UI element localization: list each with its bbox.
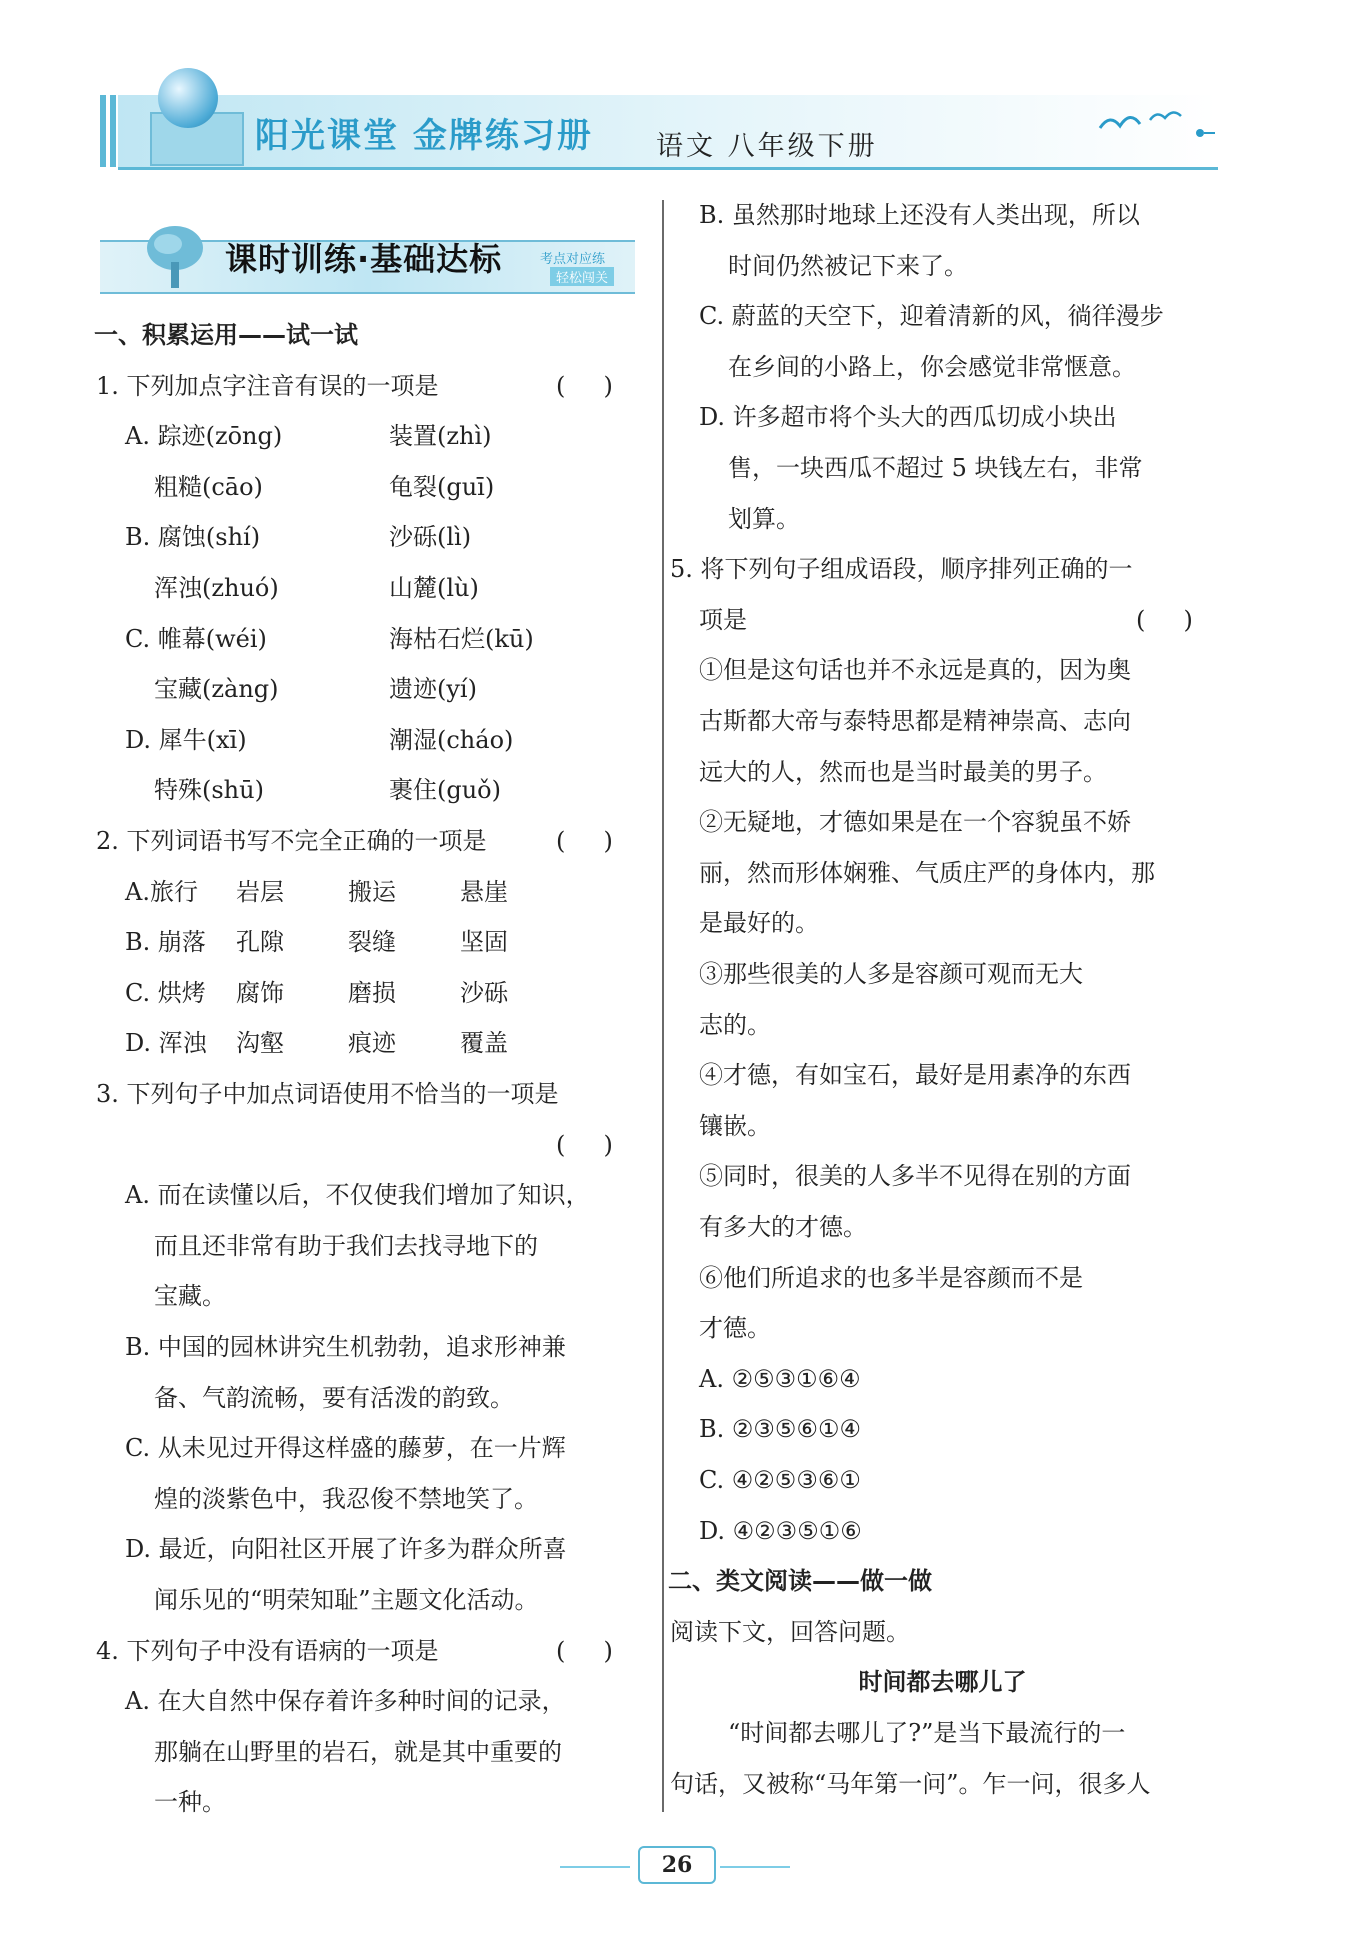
- text-line: 备、气韵流畅，要有活泼的韵致。: [154, 1383, 514, 1412]
- text-line: A.旅行: [125, 877, 198, 906]
- text-line: B. ②③⑤⑥①④: [699, 1415, 861, 1444]
- text-line: 时间仍然被记下来了。: [728, 251, 968, 280]
- text-line: 浑浊(zhuó): [154, 574, 279, 602]
- text-line: A. ②⑤③①⑥④: [699, 1364, 861, 1393]
- option-pair: 龟裂(guī): [389, 472, 495, 501]
- passage-title: 时间都去哪儿了: [858, 1668, 1027, 1697]
- text-line: D. 犀牛(xī): [125, 725, 247, 754]
- option-pair: 山麓(lù): [389, 574, 479, 602]
- option-pair: 装置(zhì): [389, 422, 492, 451]
- text-line: 句话，又被称“马年第一问”。乍一问，很多人: [670, 1769, 1151, 1798]
- text-line: A. 踪迹(zōng): [125, 422, 283, 451]
- option-pair: 潮湿(cháo): [389, 725, 514, 754]
- text-line: B. 虽然那时地球上还没有人类出现，所以: [699, 201, 1140, 229]
- text-line: 划算。: [728, 504, 800, 533]
- text-line: A. 在大自然中保存着许多种时间的记录，: [125, 1687, 566, 1716]
- word-option: 沟壑: [236, 1029, 284, 1058]
- text-line: 才德。: [699, 1314, 771, 1343]
- birds-icon: [1095, 98, 1215, 138]
- footer-ornament-right: [720, 1866, 790, 1868]
- word-option: 搬运: [348, 877, 396, 906]
- text-line: 是最好的。: [699, 909, 819, 938]
- header-stripe: [110, 95, 116, 167]
- text-line: 1. 下列加点字注音有误的一项是: [96, 371, 439, 400]
- word-option: 腐饰: [236, 978, 284, 1007]
- text-line: ①但是这句话也并不永远是真的，因为奥: [699, 656, 1131, 685]
- text-line: 有多大的才德。: [699, 1213, 867, 1241]
- text-line: “时间都去哪儿了?”是当下最流行的一: [728, 1719, 1126, 1747]
- globe-icon: [158, 68, 218, 128]
- section-heading: 一、积累运用——试一试: [94, 321, 358, 349]
- text-line: C. ④②⑤③⑥①: [699, 1466, 861, 1494]
- text-line: B. 中国的园林讲究生机勃勃，追求形神兼: [125, 1333, 566, 1361]
- text-line: 煌的淡紫色中，我忍俊不禁地笑了。: [154, 1484, 538, 1513]
- word-option: 悬崖: [460, 877, 508, 906]
- text-line: ④才德，有如宝石，最好是用素净的东西: [699, 1061, 1131, 1090]
- text-line: 那躺在山野里的岩石，就是其中重要的: [154, 1737, 562, 1766]
- answer-blank: ( ): [556, 827, 613, 855]
- answer-blank: ( ): [556, 371, 613, 400]
- page-number: 26: [638, 1846, 716, 1884]
- word-option: 坚固: [460, 928, 508, 957]
- header-stripe: [100, 95, 106, 167]
- word-option: 痕迹: [348, 1029, 396, 1058]
- text-line: 古斯都大帝与泰特思都是精神崇高、志向: [699, 707, 1131, 735]
- text-line: B. 腐蚀(shí): [125, 523, 261, 552]
- text-line: 4. 下列句子中没有语病的一项是: [96, 1636, 439, 1665]
- section-heading: 二、类文阅读——做一做: [668, 1567, 932, 1596]
- subject-grade: 语文 八年级下册: [656, 131, 878, 162]
- word-option: 孔隙: [236, 928, 284, 957]
- text-line: C. 帷幕(wéi): [125, 624, 267, 653]
- text-line: 镶嵌。: [699, 1111, 771, 1140]
- answer-blank: ( ): [556, 1130, 613, 1159]
- text-line: D. ④②③⑤①⑥: [699, 1516, 862, 1545]
- text-line: 售，一块西瓜不超过 5 块钱左右，非常: [728, 454, 1143, 482]
- option-pair: 海枯石烂(kū): [389, 624, 534, 653]
- banner-tag-level: 轻松闯关: [550, 267, 614, 286]
- option-pair: 裹住(guǒ): [389, 776, 501, 805]
- text-line: 丽，然而形体娴雅、气质庄严的身体内，那: [699, 858, 1155, 887]
- text-line: 一种。: [154, 1788, 226, 1817]
- text-line: 远大的人，然而也是当时最美的男子。: [699, 757, 1107, 786]
- text-line: ⑤同时，很美的人多半不见得在别的方面: [699, 1162, 1131, 1191]
- text-line: 志的。: [699, 1010, 771, 1039]
- text-line: C. 烘烤: [125, 978, 206, 1007]
- page-header: [0, 0, 1350, 175]
- option-pair: 遗迹(yí): [389, 675, 477, 704]
- tree-icon: [140, 222, 210, 292]
- text-line: 特殊(shū): [154, 776, 264, 805]
- text-line: 5. 将下列句子组成语段，顺序排列正确的一: [670, 555, 1133, 584]
- text-line: D. 浑浊: [125, 1029, 207, 1058]
- banner-title: 课时训练·基础达标: [225, 240, 503, 278]
- text-line: ⑥他们所追求的也多半是容颜而不是: [699, 1263, 1083, 1292]
- option-pair: 沙砾(lì): [389, 523, 472, 552]
- text-line: C. 从未见过开得这样盛的藤萝，在一片辉: [125, 1434, 566, 1463]
- text-line: 宝藏(zàng): [154, 675, 279, 704]
- text-line: 3. 下列句子中加点词语使用不恰当的一项是: [96, 1080, 559, 1108]
- series-title: 阳光课堂 金牌练习册: [255, 116, 593, 156]
- word-option: 沙砾: [460, 978, 508, 1007]
- word-option: 磨损: [348, 978, 396, 1007]
- text-line: A. 而在读懂以后，不仅使我们增加了知识，: [125, 1181, 590, 1210]
- text-line: ②无疑地，才德如果是在一个容貌虽不娇: [699, 808, 1131, 837]
- footer-ornament-left: [560, 1866, 630, 1868]
- text-line: 2. 下列词语书写不完全正确的一项是: [96, 827, 487, 855]
- word-option: 岩层: [236, 877, 284, 906]
- banner-tag-practice: 考点对应练: [540, 252, 606, 267]
- text-line: D. 许多超市将个头大的西瓜切成小块出: [699, 403, 1117, 432]
- text-line: 而且还非常有助于我们去找寻地下的: [154, 1231, 538, 1260]
- text-line: D. 最近，向阳社区开展了许多为群众所喜: [125, 1535, 567, 1564]
- answer-blank: ( ): [1136, 605, 1193, 634]
- text-line: 在乡间的小路上，你会感觉非常惬意。: [728, 352, 1136, 381]
- text-line: C. 蔚蓝的天空下，迎着清新的风，徜徉漫步: [699, 302, 1164, 331]
- text-line: 粗糙(cāo): [154, 472, 263, 501]
- text-line: B. 崩落: [125, 928, 206, 957]
- text-line: 闻乐见的“明荣知耻”主题文化活动。: [154, 1586, 539, 1614]
- text-line: 阅读下文，回答问题。: [670, 1617, 910, 1646]
- text-line: 宝藏。: [154, 1282, 226, 1311]
- answer-blank: ( ): [556, 1636, 613, 1665]
- text-line: 项是: [699, 605, 747, 634]
- column-divider: [662, 200, 664, 1812]
- page-footer: [560, 1846, 790, 1886]
- word-option: 裂缝: [348, 928, 396, 957]
- word-option: 覆盖: [460, 1029, 508, 1058]
- section-banner: [100, 222, 635, 292]
- text-line: ③那些很美的人多是容颜可观而无大: [699, 960, 1083, 988]
